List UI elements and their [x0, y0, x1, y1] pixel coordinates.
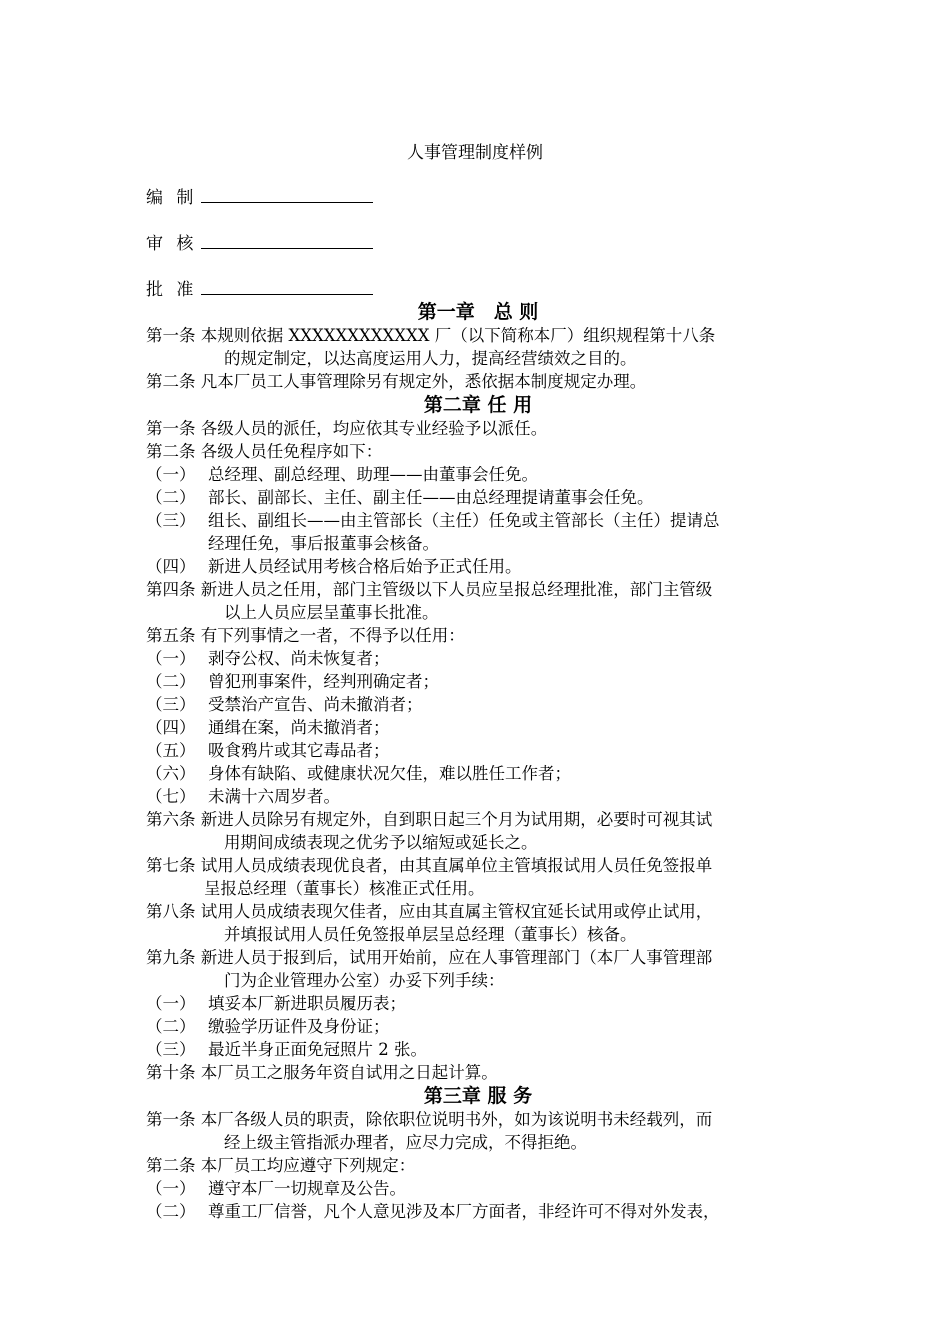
item-text: 剥夺公权、尚未恢复者； [208, 649, 390, 668]
article-line: 第二条 各级人员任免程序如下： [146, 442, 383, 461]
item-number: （七） [146, 787, 196, 806]
article-line: 第九条 新进人员于报到后，试用开始前，应在人事管理部门（本厂人事管理部 [146, 948, 713, 967]
article-line: 第五条 有下列事情之一者，不得予以任用： [146, 626, 465, 645]
item-number: （六） [146, 764, 196, 783]
list-item [146, 1015, 810, 1038]
item-number: （二） [146, 1017, 196, 1036]
item-text: 未满十六周岁者。 [208, 787, 340, 806]
item-number: （四） [146, 557, 196, 576]
list-item [146, 992, 810, 1015]
signature-label: 审 核 [146, 234, 198, 254]
item-text: 吸食鸦片或其它毒品者； [208, 741, 390, 760]
item-text: 部长、副部长、主任、副主任——由总经理提请董事会任免。 [208, 488, 654, 507]
list-item [146, 647, 810, 670]
article-continuation: 以上人员应层呈董事长批准。 [224, 603, 439, 622]
article-line: 第八条 试用人员成绩表现欠佳者，应由其直属主管权宜延长试用或停止试用， [146, 902, 713, 921]
item-number: （三） [146, 1040, 196, 1059]
document-title: 人事管理制度样例 [407, 143, 543, 163]
document-body [146, 300, 810, 1223]
item-number: （一） [146, 465, 196, 484]
article-line: 第一条 本厂各级人员的职责，除依职位说明书外，如为该说明书未经载列，而 [146, 1110, 713, 1129]
list-item [146, 785, 810, 808]
chapter-heading: 第三章 服 务 [423, 1085, 533, 1107]
item-text: 通缉在案，尚未撤消者； [208, 718, 390, 737]
article-continuation: 用期间成绩表现之优劣予以缩短或延长之。 [224, 833, 538, 852]
article-continuation: 门为企业管理办公室）办妥下列手续： [224, 971, 505, 990]
article-line: 第七条 试用人员成绩表现优良者，由其直属单位主管填报试用人员任免签报单 [146, 856, 713, 875]
list-item [146, 762, 810, 785]
signature-label: 批 准 [146, 280, 198, 300]
signature-line [201, 232, 373, 249]
chapter-heading: 第二章 任 用 [423, 394, 533, 416]
signature-line [201, 186, 373, 203]
article-continuation: 并填报试用人员任免签报单层呈总经理（董事长）核备。 [224, 925, 637, 944]
list-item [146, 509, 810, 532]
item-text: 受禁治产宣告、尚未撤消者； [208, 695, 423, 714]
signature-compiled [146, 186, 373, 210]
signature-reviewed [146, 232, 373, 256]
article-continuation: 经上级主管指派办理者，应尽力完成，不得拒绝。 [224, 1133, 587, 1152]
item-number: （一） [146, 649, 196, 668]
article-line: 第十条 本厂员工之服务年资自试用之日起计算。 [146, 1063, 498, 1082]
list-item [146, 739, 810, 762]
signature-line [201, 278, 373, 295]
item-text: 缴验学历证件及身份证； [208, 1017, 390, 1036]
article-line: 第二条 凡本厂员工人事管理除另有规定外，悉依据本制度规定办理。 [146, 372, 647, 391]
item-text: 总经理、副总经理、助理——由董事会任免。 [208, 465, 538, 484]
item-number: （四） [146, 718, 196, 737]
item-text: 身体有缺陷、或健康状况欠佳，难以胜任工作者； [208, 764, 571, 783]
article-line: 第六条 新进人员除另有规定外，自到职日起三个月为试用期，必要时可视其试 [146, 810, 713, 829]
item-text: 曾犯刑事案件，经判刑确定者； [208, 672, 439, 691]
list-item [146, 486, 810, 509]
item-number: （二） [146, 488, 196, 507]
list-item [146, 670, 810, 693]
item-number: （三） [146, 695, 196, 714]
item-text: 遵守本厂一切规章及公告。 [208, 1179, 406, 1198]
article-line: 第一条 各级人员的派任，均应依其专业经验予以派任。 [146, 419, 548, 438]
list-item [146, 555, 810, 578]
item-text: 经理任免，事后报董事会核备。 [208, 534, 439, 553]
list-item [146, 693, 810, 716]
article-line: 第一条 本规则依据 XXXXXXXXXXXX 厂（以下简称本厂）组织规程第十八条 [146, 326, 716, 345]
list-item [146, 463, 810, 486]
item-number: （三） [146, 511, 196, 530]
list-item [146, 716, 810, 739]
item-number: （五） [146, 741, 196, 760]
item-text: 最近半身正面免冠照片 2 张。 [208, 1040, 427, 1059]
item-text: 新进人员经试用考核合格后始予正式任用。 [208, 557, 522, 576]
item-number: （一） [146, 1179, 196, 1198]
chapter-heading: 第一章 总 则 [417, 301, 539, 323]
list-item [146, 1177, 810, 1200]
signature-label: 编 制 [146, 188, 198, 208]
list-item [146, 1200, 810, 1223]
item-text: 组长、副组长——由主管部长（主任）任免或主管部长（主任）提请总 [208, 511, 720, 530]
article-continuation: 的规定制定，以达高度运用人力，提高经营绩效之目的。 [224, 349, 637, 368]
article-line: 第二条 本厂员工均应遵守下列规定： [146, 1156, 416, 1175]
item-number: （一） [146, 994, 196, 1013]
signature-approved [146, 278, 373, 302]
item-text: 填妥本厂新进职员履历表； [208, 994, 406, 1013]
article-continuation: 呈报总经理（董事长）核准正式任用。 [204, 879, 485, 898]
item-number: （二） [146, 1202, 196, 1221]
list-item [146, 532, 810, 555]
item-number [146, 532, 208, 555]
list-item [146, 1038, 810, 1061]
item-text: 尊重工厂信誉，凡个人意见涉及本厂方面者，非经许可不得对外发表， [208, 1202, 720, 1221]
item-number: （二） [146, 672, 196, 691]
article-line: 第四条 新进人员之任用，部门主管级以下人员应呈报总经理批准，部门主管级 [146, 580, 713, 599]
